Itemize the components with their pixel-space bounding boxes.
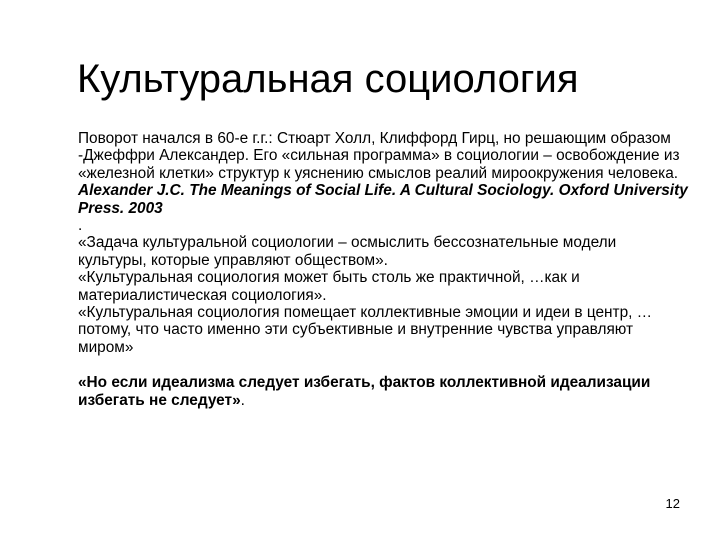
quote-emotions: «Культуральная социология помещает коллективные эмоции и идеи в центр, … потому, что часто именно эти субъективные и внутренние чувства управляют миром»: [78, 304, 653, 356]
page-number: 12: [665, 496, 680, 511]
separator-dot: .: [78, 217, 83, 235]
conclusion-quote: [78, 374, 688, 409]
quote-practical: «Культуральная социология может быть столь же практичной, …как и материалистическая социология».: [78, 269, 580, 304]
slide-title: Культуральная социология: [77, 57, 579, 101]
slide-body: [78, 130, 688, 409]
conclusion-quote-bold: «Но если идеализма следует избегать, фактов коллективной идеализации избегать не следует»: [78, 374, 651, 409]
reference-citation: Alexander J.C. The Meanings of Social Life. A Cultural Sociology. Oxford University Press. 2003: [78, 182, 688, 217]
quote-task: «Задача культуральной социологии – осмыслить бессознательные модели культуры, которые управляют обществом».: [78, 234, 617, 269]
intro-paragraph: Поворот начался в 60-е г.г.: Стюарт Холл, Клиффорд Гирц, но решающим образом -Джеффри Александер. Его «сильная программа» в социологии – освобождение из «железной клетки» структур к уяснению смыслов реалий мироокружения человека.: [78, 130, 680, 182]
conclusion-quote-tail: .: [240, 391, 245, 409]
